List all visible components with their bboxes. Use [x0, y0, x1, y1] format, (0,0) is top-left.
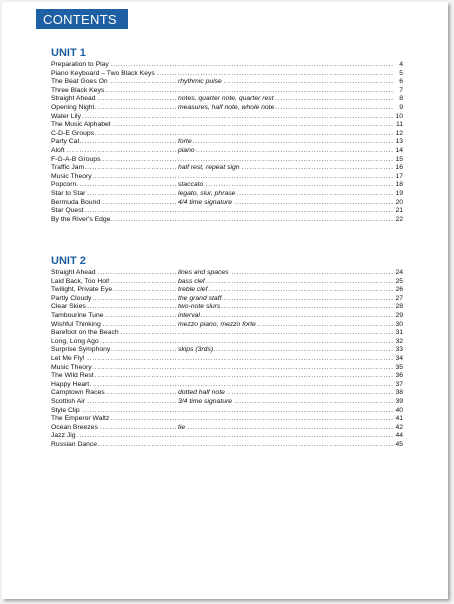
entry-page-number: 31 — [395, 329, 403, 337]
entry-page-number: 39 — [395, 397, 403, 405]
toc-entry — [51, 130, 403, 139]
toc-entry — [51, 104, 403, 113]
entry-concept: skips (3rds) — [178, 346, 214, 354]
entry-title: Barefoot on the Beach — [51, 329, 119, 337]
dot-leader — [51, 407, 395, 416]
toc-entry — [51, 95, 403, 104]
toc-entry — [51, 278, 403, 287]
entry-page-number: 37 — [395, 380, 403, 388]
toc-entry — [51, 415, 403, 424]
toc-entry — [51, 295, 403, 304]
toc-entry — [51, 207, 403, 216]
entry-title: Let Me Fly! — [51, 354, 85, 362]
entry-title: Opening Night — [51, 103, 95, 111]
entry-concept: dotted half note — [178, 389, 225, 397]
entry-title: Russian Dance — [51, 440, 98, 448]
entry-title: Star to Star — [51, 189, 86, 197]
unit-section — [51, 48, 403, 224]
toc-entry — [51, 441, 403, 450]
toc-entry — [51, 303, 403, 312]
toc-entry — [51, 156, 403, 165]
toc-entry — [51, 372, 403, 381]
entry-concept: measures, half note, whole note — [178, 103, 275, 111]
toc-entry — [51, 147, 403, 156]
entry-page-number: 7 — [399, 86, 403, 94]
entry-page-number: 34 — [395, 354, 403, 362]
entry-title: C-D-E Groups — [51, 129, 95, 137]
entry-page-number: 32 — [395, 337, 403, 345]
dot-leader — [51, 432, 395, 441]
entry-concept: bass clef — [178, 277, 205, 285]
toc-entry — [51, 338, 403, 347]
entry-title: Partly Cloudy — [51, 294, 92, 302]
dot-leader — [51, 424, 395, 433]
entry-title: F-G-A-B Groups — [51, 155, 101, 163]
entry-page-number: 8 — [399, 95, 403, 103]
entry-title: Laid Back, Too Hot! — [51, 277, 110, 285]
entry-page-number: 20 — [395, 198, 403, 206]
entry-title: The Wild Rest — [51, 372, 94, 380]
entry-list — [51, 269, 403, 449]
entry-title: Music Theory — [51, 363, 92, 371]
entry-concept: forte — [178, 138, 192, 146]
entry-title: Camptown Races — [51, 389, 105, 397]
toc-entry — [51, 432, 403, 441]
dot-leader — [51, 295, 395, 304]
dot-leader — [51, 372, 395, 381]
entry-page-number: 17 — [395, 172, 403, 180]
entry-page-number: 24 — [395, 269, 403, 276]
dot-leader — [51, 156, 395, 165]
toc-entry — [51, 164, 403, 173]
entry-page-number: 10 — [395, 112, 403, 120]
entry-title: Water Lily — [51, 112, 81, 120]
toc-entry — [51, 199, 403, 208]
unit-section — [51, 256, 403, 449]
entry-title: Music Theory — [51, 172, 92, 180]
toc-entry — [51, 138, 403, 147]
entry-title: The Emperor Waltz — [51, 415, 110, 423]
entry-page-number: 44 — [395, 432, 403, 440]
toc-entry — [51, 364, 403, 373]
toc-entry — [51, 398, 403, 407]
entry-concept: treble clef — [178, 286, 208, 294]
entry-page-number: 29 — [395, 311, 403, 319]
contents-heading: CONTENTS — [43, 12, 117, 27]
toc-entry — [51, 181, 403, 190]
toc-entry — [51, 269, 403, 278]
entry-concept: tie — [178, 423, 186, 431]
entry-page-number: 15 — [395, 155, 403, 163]
entry-concept: interval — [178, 311, 200, 319]
entry-page-number: 35 — [395, 363, 403, 371]
dot-leader — [51, 113, 395, 122]
entry-title: Traffic Jam — [51, 164, 85, 172]
toc-entry — [51, 389, 403, 398]
toc-entry — [51, 355, 403, 364]
unit-heading: UNIT 1 — [51, 47, 86, 59]
entry-page-number: 38 — [395, 389, 403, 397]
entry-title: Preparation to Play — [51, 61, 109, 68]
entry-page-number: 40 — [395, 406, 403, 414]
dot-leader — [51, 147, 395, 156]
entry-page-number: 30 — [395, 320, 403, 328]
dot-leader — [51, 207, 395, 216]
entry-concept: 3/4 time signature — [178, 397, 233, 405]
entry-title: Popcorn — [51, 181, 77, 189]
entry-title: Tambourine Tune — [51, 311, 104, 319]
entry-page-number: 19 — [395, 189, 403, 197]
toc-entry — [51, 113, 403, 122]
entry-title: Straight Ahead — [51, 95, 96, 103]
entry-page-number: 18 — [395, 181, 403, 189]
entry-page-number: 26 — [395, 286, 403, 294]
entry-concept: lines and spaces — [178, 269, 229, 276]
entry-title: The Music Alphabet — [51, 121, 111, 129]
dot-leader — [51, 381, 395, 390]
dot-leader — [51, 303, 395, 312]
toc-entry — [51, 121, 403, 130]
entry-concept: mezzo piano, mezzo forte — [178, 320, 256, 328]
toc-entry — [51, 424, 403, 433]
entry-title: Star Quest — [51, 207, 84, 215]
entry-title: Wishful Thinking — [51, 320, 101, 328]
toc-entry — [51, 70, 403, 79]
entry-page-number: 28 — [395, 303, 403, 311]
entry-concept: staccato — [178, 181, 204, 189]
entry-page-number: 42 — [395, 423, 403, 431]
entry-title: Aloft — [51, 146, 65, 154]
entry-concept: piano — [178, 146, 195, 154]
entry-page-number: 5 — [399, 69, 403, 77]
entry-page-number: 45 — [395, 440, 403, 448]
entry-concept: notes, quarter note, quarter rest — [178, 95, 274, 103]
unit-heading: UNIT 2 — [51, 255, 86, 267]
dot-leader — [51, 173, 395, 182]
entry-title: Long, Long Ago — [51, 337, 99, 345]
entry-title: Party Cat — [51, 138, 80, 146]
entry-title: Straight Ahead — [51, 269, 96, 276]
toc-entry — [51, 407, 403, 416]
dot-leader — [51, 338, 395, 347]
entry-concept: the grand staff — [178, 294, 222, 302]
entry-title: Three Black Keys — [51, 86, 105, 94]
toc-entry — [51, 346, 403, 355]
entry-concept: half rest, repeat sign — [178, 164, 240, 172]
toc-entry — [51, 78, 403, 87]
entry-title: Surprise Symphony — [51, 346, 111, 354]
toc-entry — [51, 329, 403, 338]
entry-page-number: 21 — [395, 207, 403, 215]
toc-entry — [51, 286, 403, 295]
toc-entry — [51, 173, 403, 182]
entry-title: Bermuda Bound — [51, 198, 101, 206]
dot-leader — [51, 181, 395, 190]
entry-page-number: 36 — [395, 372, 403, 380]
toc-entry — [51, 87, 403, 96]
entry-title: Piano Keyboard – Two Black Keys — [51, 69, 155, 77]
entry-title: Jazz Jig — [51, 432, 76, 440]
document-page — [2, 2, 448, 599]
entry-page-number: 13 — [395, 138, 403, 146]
entry-title: Clear Skies — [51, 303, 86, 311]
entry-title: Style Clip — [51, 406, 80, 414]
entry-concept: legato, slur, phrase — [178, 189, 236, 197]
dot-leader — [51, 138, 395, 147]
entry-page-number: 22 — [395, 215, 403, 223]
dot-leader — [51, 441, 395, 450]
entry-page-number: 6 — [399, 78, 403, 86]
entry-title: Happy Heart — [51, 380, 90, 388]
entry-concept: rhythmic pulse — [178, 78, 222, 86]
entry-title: The Beat Goes On — [51, 78, 108, 86]
entry-page-number: 12 — [395, 129, 403, 137]
toc-entry — [51, 190, 403, 199]
toc-entry — [51, 321, 403, 330]
entry-page-number: 9 — [399, 103, 403, 111]
entry-concept: two-note slurs — [178, 303, 221, 311]
entry-page-number: 41 — [395, 415, 403, 423]
entry-title: Scottish Air — [51, 397, 85, 405]
entry-title: Twilight, Private Eye — [51, 286, 113, 294]
entry-list — [51, 61, 403, 224]
entry-title: By the River's Edge — [51, 215, 111, 223]
entry-concept: 4/4 time signature — [178, 198, 233, 206]
dot-leader — [51, 130, 395, 139]
toc-entry — [51, 381, 403, 390]
entry-page-number: 14 — [395, 146, 403, 154]
entry-page-number: 25 — [395, 277, 403, 285]
entry-page-number: 11 — [395, 121, 403, 129]
toc-entry — [51, 216, 403, 225]
entry-page-number: 27 — [395, 294, 403, 302]
entry-page-number: 33 — [395, 346, 403, 354]
entry-page-number: 4 — [399, 61, 403, 68]
entry-page-number: 16 — [395, 164, 403, 172]
entry-title: Ocean Breezes — [51, 423, 98, 431]
toc-entry — [51, 312, 403, 321]
dot-leader — [51, 355, 395, 364]
dot-leader — [51, 364, 395, 373]
toc-entry — [51, 61, 403, 70]
